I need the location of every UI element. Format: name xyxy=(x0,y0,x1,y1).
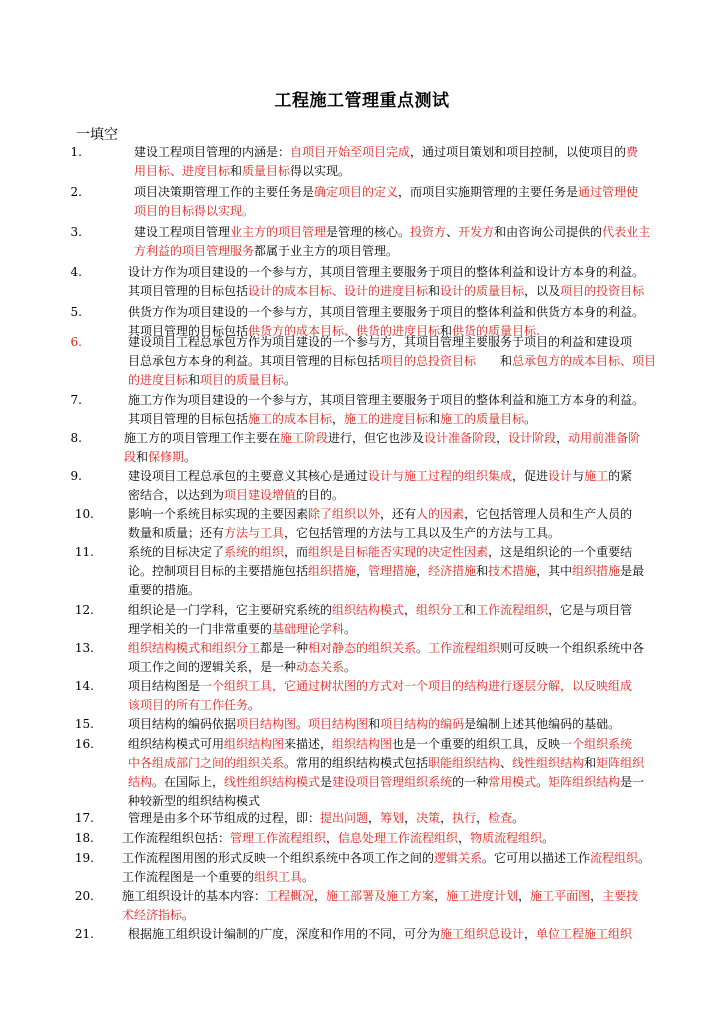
question-text: ，它包括管理人员和生产人员的 xyxy=(464,507,633,521)
answer-text: 执行 xyxy=(452,811,477,825)
question-text: 。它可用以描述工作 xyxy=(482,851,591,865)
question-text: 目总承包方本身的利益。其项目管理的目标包括 xyxy=(128,354,381,368)
item-text-line xyxy=(124,447,196,467)
answer-text: 设计的质量目标 xyxy=(440,284,525,298)
question-text: ， xyxy=(518,889,531,903)
question-text: 论。控制项目目标的主要措施包括 xyxy=(128,564,309,578)
answer-text: 该项目的所有工作任务 xyxy=(128,698,249,712)
answer-text: 物质流程组织 xyxy=(470,831,543,845)
answer-text: 质量目标 xyxy=(242,164,291,178)
question-text: 。 xyxy=(344,660,357,674)
question-text: 。 xyxy=(542,831,555,845)
answer-text: 技术措施 xyxy=(488,564,537,578)
question-text: ，它包括管理的方法与工具以及生产的方法与工具。 xyxy=(284,526,561,540)
question-text: 。 xyxy=(512,811,525,825)
question-text: ，其中 xyxy=(536,564,573,578)
answer-text: 业主方的项目管理 xyxy=(230,225,327,239)
answer-text: 项目的总投资目标 xyxy=(380,354,477,368)
question-text: 其项目管理的目标包括 xyxy=(128,284,249,298)
answer-text: 工程概况 xyxy=(266,889,315,903)
item-text-line xyxy=(128,370,296,390)
item-number: 17. xyxy=(74,811,94,825)
item-text-line xyxy=(122,867,314,887)
question-text: 进行，但它也涉及 xyxy=(328,431,425,445)
question-text: 的目的。 xyxy=(296,488,345,502)
question-text: 也是一个重要的组织工具，反映 xyxy=(392,737,561,751)
question-text: ， xyxy=(590,889,603,903)
answer-text: 设计阶段 xyxy=(508,431,557,445)
item-text-line xyxy=(134,201,254,221)
answer-text: 施工的质量目标 xyxy=(440,412,525,426)
question-text: ， xyxy=(476,811,489,825)
answer-text: 施工部署及施工方案 xyxy=(326,889,435,903)
answer-text: 经济措施 xyxy=(428,564,477,578)
question-text: 建设项目工程总承包的主要意义其核心是通过 xyxy=(128,469,369,483)
answer-text: 结构 xyxy=(128,775,153,789)
answer-text: 动态关系 xyxy=(296,660,345,674)
question-text: ， xyxy=(496,431,509,445)
item-text-line xyxy=(122,848,650,868)
answer-text: 组织是目标能否实现的决定性因素 xyxy=(308,545,489,559)
question-text: ，以及 xyxy=(524,284,561,298)
item-number: 8. xyxy=(70,431,82,445)
answer-text: 设计的成本目标、设计的进度目标 xyxy=(248,284,429,298)
answer-text: 信息处理工作流程组织 xyxy=(338,831,459,845)
answer-text: 施工组织总设计 xyxy=(440,927,525,941)
item-text-line xyxy=(128,714,620,734)
question-text: 是 xyxy=(320,775,333,789)
item-text-line xyxy=(134,222,650,242)
answer-text: 项目结构的编码 xyxy=(380,717,465,731)
answer-text: 人的因素 xyxy=(416,507,465,521)
answer-text: 项目的目标得以实现。 xyxy=(134,204,255,218)
question-text: 。在国际上， xyxy=(152,775,225,789)
question-text: 施工组织设计的基本内容： xyxy=(122,889,267,903)
answer-text: 动用前准备阶 xyxy=(568,431,641,445)
question-text: 。常用的组织结构模式包括 xyxy=(284,756,429,770)
item-text-line xyxy=(134,161,350,181)
answer-text: 管理工作流程组织 xyxy=(230,831,327,845)
question-text: 和 xyxy=(368,717,381,731)
question-text: 。 xyxy=(638,851,651,865)
question-text: ， xyxy=(314,889,327,903)
item-text-line xyxy=(128,523,560,543)
answer-text: 施工阶段 xyxy=(280,431,329,445)
answer-text: 筹划 xyxy=(380,811,405,825)
item-text-line xyxy=(128,409,536,429)
item-text-line xyxy=(128,542,632,562)
question-text: 是最 xyxy=(620,564,645,578)
answer-text: 提出问题 xyxy=(320,811,369,825)
item-number: 14. xyxy=(74,679,94,693)
question-text: 。 xyxy=(416,641,429,655)
question-text: 。 xyxy=(296,717,309,731)
answer-text: 工作流程组织 xyxy=(428,641,501,655)
item-text-line xyxy=(128,657,356,677)
question-text: 其项目管理的目标包括 xyxy=(128,324,249,338)
item-number: 3. xyxy=(70,225,82,239)
item-number: 5. xyxy=(70,305,82,319)
question-text: 。 xyxy=(284,373,297,387)
question-text: 工作流程图是一个重要的 xyxy=(122,870,255,884)
item-text-line xyxy=(128,734,632,754)
answer-text: 职能组织结构 xyxy=(428,756,501,770)
question-text: 重要的措施。 xyxy=(128,583,201,597)
question-text: 都属于业主方的项目管理。 xyxy=(254,244,399,258)
question-text: 的一种 xyxy=(452,775,489,789)
answer-text: 施工的成本目标 xyxy=(248,412,333,426)
question-text: 影响一个系统目标实现的主要因素 xyxy=(128,507,309,521)
answer-text: 用目标、进度目标 xyxy=(134,164,231,178)
question-text: ， xyxy=(556,431,569,445)
answer-text: 组织结构图 xyxy=(224,737,285,751)
question-text: 供货方作为项目建设的一个参与方，其项目管理主要服务于项目的整体利益和供货方本身的利益。 xyxy=(128,305,645,319)
question-text: 工作流程图用图的形式反映一个组织系统中各项工作之间的 xyxy=(122,851,435,865)
item-text-line xyxy=(128,808,524,828)
question-text: 组织论是一门学科，它主要研究系统的 xyxy=(128,603,333,617)
question-text: 理学相关的一门非常重要的 xyxy=(128,622,273,636)
answer-text: 供货的质量目标. xyxy=(452,324,540,338)
question-text: 施工方的项目管理工作主要在 xyxy=(124,431,281,445)
question-text: 得以实现。 xyxy=(290,164,351,178)
question-text: 和 xyxy=(230,164,243,178)
answer-text: 一个组织工具，它通过树状图的方式对一个项目的结构进行逐层分解，以反映组成 xyxy=(200,679,633,693)
answer-text: 除了组织以外 xyxy=(308,507,381,521)
question-text: ， xyxy=(332,412,345,426)
question-text: 项目结构的编码依据 xyxy=(128,717,237,731)
question-text: 、 xyxy=(446,225,459,239)
item-number: 1. xyxy=(70,145,82,159)
item-number: 18. xyxy=(74,831,94,845)
item-number: 2. xyxy=(70,185,82,199)
answer-text: 施工 xyxy=(584,469,609,483)
item-number: 21. xyxy=(74,927,94,941)
question-text: ， xyxy=(524,927,537,941)
answer-text: 逻辑关系 xyxy=(434,851,483,865)
item-text-line xyxy=(128,638,644,658)
answer-text: 单位工程施工组织 xyxy=(536,927,633,941)
question-text: 其项目管理的目标包括 xyxy=(128,412,249,426)
item-text-line xyxy=(128,504,632,524)
question-text: ， xyxy=(326,831,339,845)
item-number: 6. xyxy=(70,335,82,349)
answer-text: 矩阵组织 xyxy=(596,756,645,770)
question-text: 。 xyxy=(248,698,261,712)
answer-text: 线性组织结构模式 xyxy=(224,775,321,789)
answer-text: 保修期 xyxy=(148,450,185,464)
answer-text: 项目结构图 xyxy=(308,717,369,731)
question-text: 。 xyxy=(302,870,315,884)
answer-text: 系统的组织 xyxy=(224,545,285,559)
answer-text: 方法与工具 xyxy=(224,526,285,540)
question-text: 密结合，以达到为 xyxy=(128,488,225,502)
answer-text: 组织分工 xyxy=(416,603,465,617)
item-text-line xyxy=(128,580,200,600)
item-text-line xyxy=(128,262,644,282)
item-text-line xyxy=(128,281,644,301)
answer-text: 项目结构图 xyxy=(236,717,297,731)
question-text: 。 xyxy=(184,450,197,464)
question-text: ， xyxy=(416,564,429,578)
answer-text: 矩阵组织结构 xyxy=(548,775,621,789)
answer-text: 施工的进度目标 xyxy=(344,412,429,426)
question-text: 种较新型的组织结构模式 xyxy=(128,794,261,808)
answer-text: 基础理论学科 xyxy=(272,622,345,636)
item-text-line xyxy=(128,619,356,639)
section-heading: 一填空 xyxy=(76,127,118,143)
item-text-line xyxy=(128,676,632,696)
item-text-line xyxy=(128,772,644,792)
question-text: ， xyxy=(368,811,381,825)
question-text: 是编制上述其他编码的基础。 xyxy=(464,717,621,731)
question-text: 和 xyxy=(476,354,513,368)
question-text: 和 xyxy=(428,412,441,426)
answer-text: 施工进度计划 xyxy=(446,889,519,903)
question-text: 和 xyxy=(188,373,201,387)
question-text: 项工作之间的逻辑关系，是一种 xyxy=(128,660,297,674)
item-number: 16. xyxy=(74,737,94,751)
answer-text: 决策 xyxy=(416,811,441,825)
item-text-line xyxy=(134,182,638,202)
answer-text: 主要技 xyxy=(602,889,639,903)
item-number: 4. xyxy=(70,265,82,279)
item-text-line xyxy=(124,428,640,448)
item-text-line xyxy=(128,600,632,620)
question-text: 。 xyxy=(182,908,195,922)
question-text: ，这是组织论的一个重要结 xyxy=(488,545,633,559)
item-number: 15. xyxy=(74,717,94,731)
question-text: 的紧 xyxy=(608,469,633,483)
answer-text: 段 xyxy=(124,450,137,464)
item-text-line xyxy=(122,905,194,925)
answer-text: 设计 xyxy=(548,469,573,483)
answer-text: 组织工具 xyxy=(254,870,303,884)
question-text: 是管理的核心。 xyxy=(326,225,411,239)
answer-text: 施工平面图 xyxy=(530,889,591,903)
answer-text: 的进度目标 xyxy=(128,373,189,387)
question-text: 设计方作为项目建设的一个参与方，其项目管理主要服务于项目的整体利益和设计方本身的利益。 xyxy=(128,265,645,279)
item-text-line xyxy=(128,561,644,581)
document-title: 工程施工管理重点测试 xyxy=(274,91,450,111)
item-number: 19. xyxy=(74,851,94,865)
item-text-line xyxy=(122,828,554,848)
question-text: 和 xyxy=(464,603,477,617)
question-text: ，它是与项目管 xyxy=(548,603,633,617)
question-text: ， xyxy=(404,811,417,825)
question-text: ，还有 xyxy=(380,507,417,521)
item-text-line xyxy=(134,142,638,162)
question-text: ， xyxy=(440,811,453,825)
question-text: 来描述， xyxy=(284,737,333,751)
question-text: ，通过项目策划和项目控制，以使项目的 xyxy=(410,145,627,159)
item-text-line xyxy=(128,753,644,773)
question-text: 数量和质量；还有 xyxy=(128,526,225,540)
item-text-line xyxy=(128,466,632,486)
answer-text: 总承包方的成本目标、项目 xyxy=(512,354,657,368)
answer-text: 自项目开始至项目完成 xyxy=(290,145,411,159)
question-text: 根据施工组织设计编制的广度，深度和作用的不同，可分为 xyxy=(128,927,441,941)
answer-text: 组织结构模式和组织分工 xyxy=(128,641,261,655)
answer-text: 相对静态的组织关系 xyxy=(308,641,417,655)
question-text: 和 xyxy=(428,284,441,298)
question-text: 是一 xyxy=(620,775,645,789)
question-text: 。 xyxy=(524,412,537,426)
answer-text: 管理措施 xyxy=(368,564,417,578)
answer-text: 组织措施 xyxy=(572,564,621,578)
answer-text: 开发方 xyxy=(458,225,495,239)
answer-text: 通过管理使 xyxy=(578,185,639,199)
question-text: 、 xyxy=(500,756,513,770)
item-number: 20. xyxy=(74,889,94,903)
question-text: 项目决策期管理工作的主要任务是 xyxy=(134,185,315,199)
answer-text: 项目的质量目标 xyxy=(200,373,285,387)
question-text: ，而 xyxy=(284,545,309,559)
item-text-line xyxy=(128,332,632,352)
item-text-line xyxy=(128,485,344,505)
question-text: 项目结构图是 xyxy=(128,679,201,693)
answer-text: 检查 xyxy=(488,811,513,825)
question-text: 组织结构模式可用 xyxy=(128,737,225,751)
question-text: 和 xyxy=(440,324,453,338)
question-text: 施工方作为项目建设的一个参与方，其项目管理主要服务于项目的整体利益和施工方本身的利益。 xyxy=(128,393,645,407)
answer-text: 供货方的成本目标、供货的进度目标 xyxy=(248,324,441,338)
question-text: 管理是由多个环节组成的过程，即： xyxy=(128,811,321,825)
answer-text: 确定项目的定义 xyxy=(314,185,399,199)
answer-text: 投资方 xyxy=(410,225,447,239)
answer-text: 组织结构图 xyxy=(332,737,393,751)
answer-text: 项目建设增值 xyxy=(224,488,297,502)
answer-text: 流程组织 xyxy=(590,851,639,865)
question-text: 则可反映一个组织系统中各 xyxy=(500,641,645,655)
item-number: 13. xyxy=(74,641,94,655)
item-text-line xyxy=(122,886,638,906)
answer-text: 代表业主 xyxy=(602,225,651,239)
question-text: 都是一种 xyxy=(260,641,309,655)
item-number: 11. xyxy=(74,545,94,559)
question-text: 建设工程项目管理的内涵是： xyxy=(134,145,291,159)
question-text: 工作流程组织包括： xyxy=(122,831,231,845)
answer-text: 组织措施 xyxy=(308,564,357,578)
item-text-line xyxy=(128,351,656,371)
item-number: 7. xyxy=(70,393,82,407)
question-text: ， xyxy=(404,603,417,617)
item-number: 10. xyxy=(74,507,94,521)
item-text-line xyxy=(128,302,644,322)
question-text: 。 xyxy=(536,775,549,789)
question-text: ， xyxy=(458,831,471,845)
question-text: 和由咨询公司提供的 xyxy=(494,225,603,239)
item-text-line xyxy=(128,390,644,410)
answer-text: 费 xyxy=(626,145,639,159)
answer-text: 常用模式 xyxy=(488,775,537,789)
question-text: 系统的目标决定了 xyxy=(128,545,225,559)
question-text: 建设项目工程总承包方作为项目建设的一个参与方，其项目管理主要服务于项目的利益和建设项 xyxy=(128,335,633,349)
answer-text: 一个组织系统 xyxy=(560,737,633,751)
item-text-line xyxy=(128,924,632,944)
question-text: ，而项目实施期管理的主要任务是 xyxy=(398,185,579,199)
question-text: 。 xyxy=(344,622,357,636)
answer-text: 项目的投资目标 xyxy=(560,284,645,298)
answer-text: 组织结构模式 xyxy=(332,603,405,617)
answer-text: 建设项目管理组织系统 xyxy=(332,775,453,789)
question-text: ， xyxy=(356,564,369,578)
question-text: 和 xyxy=(136,450,149,464)
answer-text: 中各组成部门之间的组织关系 xyxy=(128,756,285,770)
answer-text: 方利益的项目管理服务 xyxy=(134,244,255,258)
question-text: 和 xyxy=(584,756,597,770)
answer-text: 工作流程组织 xyxy=(476,603,549,617)
item-text-line xyxy=(134,241,398,261)
answer-text: 线性组织结构 xyxy=(512,756,585,770)
question-text: 建设工程项目管理 xyxy=(134,225,231,239)
answer-text: 设计与施工过程的组织集成 xyxy=(368,469,513,483)
item-number: 9. xyxy=(70,469,82,483)
question-text: 与 xyxy=(572,469,585,483)
question-text: ，促进 xyxy=(512,469,549,483)
item-number: 12. xyxy=(74,603,94,617)
question-text: 和 xyxy=(476,564,489,578)
question-text: ， xyxy=(434,889,447,903)
item-text-line xyxy=(128,695,260,715)
answer-text: 设计准备阶段 xyxy=(424,431,497,445)
answer-text: 术经济指标 xyxy=(122,908,183,922)
